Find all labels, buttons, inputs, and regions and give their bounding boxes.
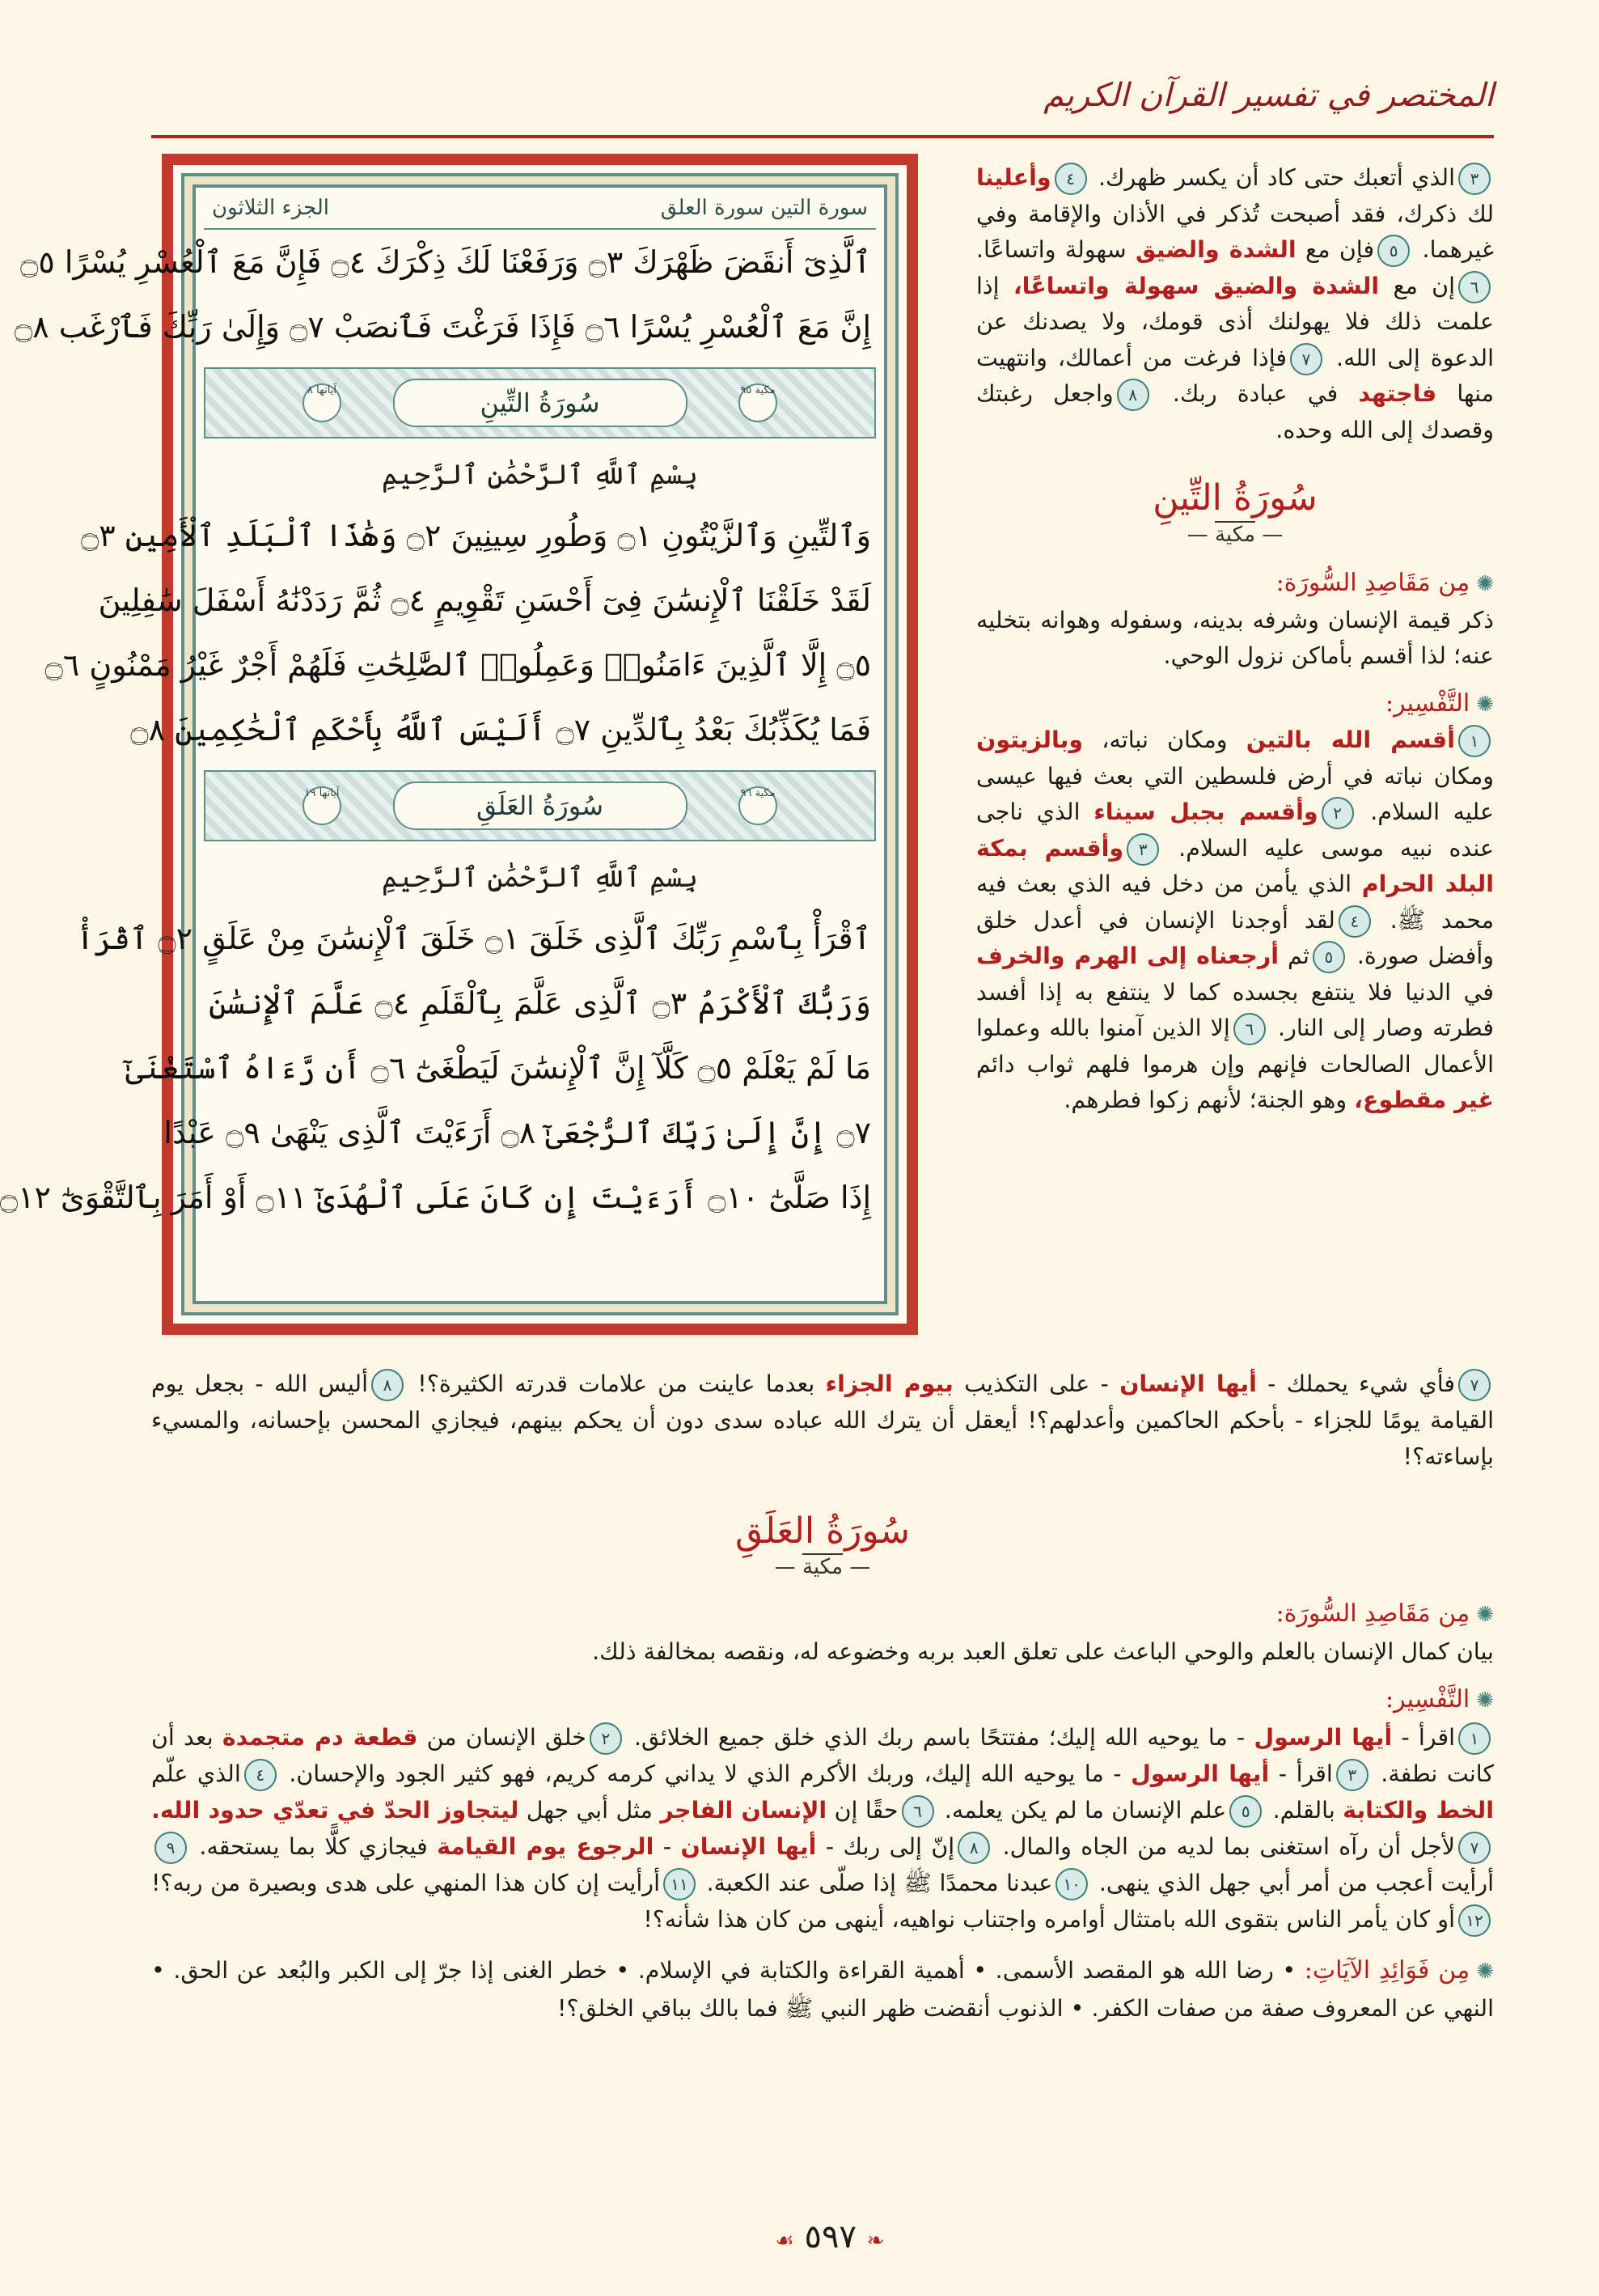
tafsir-paragraph — [151, 1719, 1494, 1938]
verse-number-badge: ٢ — [1322, 797, 1354, 829]
surah-banner-tin — [204, 367, 876, 438]
mushaf-header — [204, 188, 876, 230]
tafsir-text: فيجازي كلًّا بما يستحقه. — [199, 1833, 428, 1860]
fawaid-text: • رضا الله هو المقصد الأسمى. • أهمية القراءة والكتابة في الإسلام. • خطر الغنى إذا جرّ إلى الكبر والبُعد عن الحق. • النهي عن المعروف صفة من صفات الكفر. • الذنوب أنقضت ظهر النبي ﷺ فما بالك بباقي الخلق؟! — [151, 1957, 1494, 2022]
star-bullet-icon: ✺ — [1476, 572, 1494, 596]
tafsir-text: إذا علمت ذلك فلا يهولنك أذى قومك، ولا يصدنك عن الدعوة إلى الله. — [976, 272, 1494, 371]
verse-number-badge: ٤ — [1339, 905, 1371, 938]
tafsir-text: إنّ إلى ربك - — [825, 1833, 955, 1860]
maqasid-text: ذكر قيمة الإنسان وشرفه بدينه، وسفوله وهوانه بتخليه عنه؛ لذا أقسم بأماكن نزول الوحي. — [976, 606, 1494, 669]
surah-medal: مكية ٩٦ — [738, 786, 777, 825]
tafsir-paragraph — [976, 722, 1494, 1119]
maqasid-block — [976, 566, 1494, 675]
tafsir-text: الذي علّم — [151, 1760, 241, 1787]
surah-title-alaq: سُورَةُ العَلَقِ — [393, 782, 687, 830]
verse-number-badge: ١ — [1458, 1722, 1491, 1755]
tafsir-text: - — [662, 1833, 672, 1860]
tafsir-text: الذي ناجى عنده نبيه موسى عليه السلام. — [976, 799, 1494, 862]
tafsir-label: التَّفْسِير: — [1385, 1685, 1470, 1714]
tafsir-text: في الدنيا فلا ينتفع بجسده كما لا ينتفع به إذا أفسد فطرته وصار إلى النار. — [976, 978, 1495, 1041]
basmala: بِسْمِ ٱللَّهِ ٱلرَّحْمَٰنِ ٱلرَّحِيمِ — [381, 862, 699, 894]
tafsir-text: إن مع — [1393, 272, 1455, 299]
quran-line: ٱلَّذِىٓ أَنقَضَ ظَهْرَكَ ۝٣ وَرَفَعْنَا لَكَ ذِكْرَكَ ۝٤ فَإِنَّ مَعَ ٱلْعُسْرِ يُسْرًا ۝٥ — [20, 244, 871, 280]
tafsir-text: في عبادة ربك. — [1172, 380, 1339, 407]
quran-line: ۝٥ إِلَّا ٱلَّذِينَ ءَامَنُوا۟ وَعَمِلُوا۟ ٱلصَّٰلِحَٰتِ فَلَهُمْ أَجْرٌ غَيْرُ مَمْنُونٍ ۝٦ — [44, 647, 871, 683]
tafsir-text: عبدنا محمدًا ﷺ إذا صلّى عند الكعبة. — [706, 1870, 1053, 1896]
verse-number-badge: ١٢ — [1458, 1904, 1491, 1937]
surah-heading-tin: سُورَةُ التِّينِ — [1153, 477, 1318, 519]
quran-line: إِذَا صَلَّىٰٓ ۝١٠ أَرَءَيْتَ إِن كَانَ عَلَى ٱلْهُدَىٰٓ ۝١١ أَوْ أَمَرَ بِٱلتَّقْوَىٰٓ ۝١٢ — [0, 1180, 871, 1215]
highlight-text: الخط والكتابة — [1343, 1797, 1494, 1824]
tafsir-text: أرأيت إن كان هذا المنهي على هدى وبصيرة من ربه؟! — [151, 1870, 660, 1896]
tafsir-text: لك ذكرك، فقد أصبحت تُذكر في الأذان والإقامة وفي غيرهما. — [976, 200, 1494, 263]
tafsir-text: اقرأ - — [1278, 1760, 1333, 1787]
quran-line: مَا لَمْ يَعْلَمْ ۝٥ كَلَّآ إِنَّ ٱلْإِنسَٰنَ لَيَطْغَىٰٓ ۝٦ أَن رَّءَاهُ ٱسْتَغْنَىٰٓ — [125, 1050, 871, 1086]
mushaf-frame — [0, 154, 918, 1335]
surah-heading-alaq: سُورَةُ العَلَقِ — [734, 1510, 910, 1552]
tafsir-column — [976, 160, 1494, 1119]
tafsir-text: - على التكذيب — [964, 1370, 1109, 1397]
page-number-text: ٥٩٧ — [804, 2218, 857, 2256]
highlight-text: الشدة والضيق سهولة واتساعًا، — [1013, 272, 1380, 299]
makki-text: مكية — [802, 1555, 844, 1579]
tafsir-text: الذي أتعبك حتى كاد أن يكسر ظهرك. — [1098, 164, 1456, 191]
verse-number-badge: ٥ — [1377, 235, 1410, 267]
highlight-text: الشدة والضيق — [1136, 236, 1297, 263]
maqasid-text: بيان كمال الإنسان بالعلم والوحي الباعث على تعلق العبد بربه وخضوعه له، ونقصه بمخالفة ذلك. — [592, 1638, 1494, 1665]
highlight-text: بيوم الجزاء — [825, 1370, 954, 1397]
fawaid-block — [151, 1952, 1494, 2027]
tafsir-text: فإذا فرغت من أعمالك، وانتهيت منها — [976, 344, 1495, 407]
verse-number-badge: ٥ — [1313, 941, 1345, 973]
highlight-text: أقسم الله بالتين — [1246, 727, 1455, 753]
verse-number-badge: ٦ — [1458, 271, 1491, 303]
verse-number-badge: ١٠ — [1055, 1868, 1088, 1900]
tafsir-text: حقًا إن — [834, 1797, 899, 1824]
verse-number-badge: ٣ — [1458, 163, 1491, 195]
highlight-text: وبالزيتون — [976, 727, 1084, 753]
verse-number-badge: ١ — [1458, 725, 1491, 757]
surah-banner-alaq — [204, 770, 876, 841]
makki-label: — مكية — — [774, 1555, 871, 1579]
highlight-text: وأقسم بجبل سيناء — [1093, 799, 1318, 825]
verse-number-badge: ٣ — [1336, 1759, 1368, 1791]
makki-text: مكية — [1214, 522, 1256, 547]
tafsir-block — [976, 686, 1494, 1119]
tafsir-text: إلا الذين آمنوا بالله وعملوا الأعمال الصالحات فإنهم وإن هرموا فلهم ثواب دائم — [976, 1015, 1494, 1078]
page-header — [151, 77, 1494, 133]
verse-number-badge: ٦ — [1233, 1013, 1266, 1045]
highlight-text: قطعة دم متجمدة — [222, 1724, 418, 1751]
tafsir-text: بالقلم. — [1272, 1797, 1335, 1824]
verse-number-badge: ٦ — [902, 1795, 934, 1828]
highlight-text: أرجعناه إلى الهرم والخرف — [976, 943, 1280, 969]
tafsir-text: بعدما عاينت من علامات قدرته الكثيرة؟! — [417, 1370, 815, 1397]
tafsir-text: ومكان نباته في أرض فلسطين التي بعث فيها عيسى عليه السلام. — [976, 762, 1494, 825]
highlight-text: وأقسم بمكة البلد الحرام — [976, 834, 1494, 897]
tafsir-text: علم الإنسان ما لم يكن يعلمه. — [944, 1797, 1227, 1824]
tafsir-label: التَّفْسِير: — [1385, 688, 1470, 718]
tafsir-text: أليس الله - بجعل يوم القيامة يومًا للجزاء - بأحكم الحاكمين وأعدلهم؟! أيعقل أن يترك الله عباده سدى دون أن يحكم بينهم، فيجازي المحسن بإحسانه، والمسيء بإساءته؟! — [151, 1370, 1494, 1470]
fawaid-label: مِن فَوَائِدِ الآيَاتِ: — [1304, 1956, 1470, 1985]
verse-number-badge: ٧ — [1290, 343, 1322, 375]
tafsir-text: مثل أبي جهل — [526, 1797, 653, 1824]
page-number — [776, 2218, 885, 2256]
surah-title-tin: سُورَةُ التِّينِ — [393, 379, 687, 427]
quran-line: لَقَدْ خَلَقْنَا ٱلْإِنسَٰنَ فِىٓ أَحْسَنِ تَقْوِيمٍ ۝٤ ثُمَّ رَدَدْنَٰهُ أَسْفَلَ سَٰفِلِينَ — [98, 582, 871, 618]
tafsir-text: الذي يأمن من دخل فيه الذي بعث فيه محمد ﷺ. — [976, 871, 1495, 934]
makki-label: — مكية — — [1187, 522, 1284, 547]
tafsir-text: بعد أن كانت نطفة. — [151, 1724, 1495, 1787]
verse-number-badge: ٥ — [1229, 1795, 1262, 1828]
verse-number-badge: ٣ — [1127, 833, 1159, 866]
verse-number-badge: ٤ — [244, 1759, 277, 1791]
star-bullet-icon: ✺ — [1476, 1688, 1494, 1713]
ornament-icon: ☙ — [775, 2229, 794, 2253]
maqasid-label: مِن مَقَاصِدِ السُّورَة: — [1275, 1599, 1470, 1628]
highlight-text: ليتجاوز الحدّ في تعدّي حدود الله. — [151, 1797, 519, 1824]
highlight-text: الرجوع يوم القيامة — [437, 1833, 654, 1860]
tafsir-text: فإن مع — [1305, 236, 1375, 263]
verse-number-badge: ٧ — [1458, 1832, 1491, 1864]
basmala: بِسْمِ ٱللَّهِ ٱلرَّحْمَٰنِ ٱلرَّحِيمِ — [381, 459, 699, 491]
tafsir-text: لقد أوجدنا الإنسان في أعدل خلق وأفضل صورة. — [976, 906, 1495, 969]
tafsir-text: أو كان يأمر الناس بتقوى الله بامتثال أوامره واجتناب نواهيه، أينهى من كان هذا شأنه؟! — [643, 1906, 1455, 1933]
highlight-text: أيها الرسول — [1254, 1724, 1393, 1751]
quran-line: ۝٧ إِنَّ إِلَىٰ رَبِّكَ ٱلرُّجْعَىٰٓ ۝٨ أَرَءَيْتَ ٱلَّذِى يَنْهَىٰ ۝٩ عَبْدًا — [163, 1115, 871, 1150]
verse-number-badge: ٨ — [1117, 379, 1149, 411]
verse-number-badge: ٧ — [1458, 1369, 1491, 1401]
tafsir-block — [151, 1681, 1494, 1938]
verse-number-badge: ٨ — [958, 1832, 990, 1864]
tafsir-text: أرأيت أعجب من أمر أبي جهل الذي ينهى. — [1098, 1870, 1495, 1896]
verse-number-badge: ١١ — [663, 1868, 696, 1900]
star-bullet-icon: ✺ — [1476, 1959, 1494, 1984]
verse-number-badge: ٢ — [590, 1722, 622, 1755]
tafsir-text: واجعل رغبتك وقصدك إلى الله وحده. — [976, 380, 1494, 443]
surah-medal: آياتها ١٩ — [302, 786, 341, 825]
highlight-text: فاجتهد — [1358, 380, 1437, 407]
highlight-text: غير مقطوع، — [1354, 1087, 1494, 1113]
book-title: المختصر في تفسير القرآن الكريم — [1043, 77, 1494, 114]
tafsir-text: وهو الجنة؛ لأنهم زكوا فطرهم. — [1064, 1087, 1347, 1113]
highlight-text: وأعلينا — [976, 164, 1051, 191]
maqasid-block — [151, 1595, 1494, 1670]
quran-line: وَٱلتِّينِ وَٱلزَّيْتُونِ ۝١ وَطُورِ سِينِينَ ۝٢ وَهَٰذَا ٱلْبَلَدِ ٱلْأَمِينِ ۝٣ — [80, 518, 871, 553]
quran-line: فَمَا يُكَذِّبُكَ بَعْدُ بِٱلدِّينِ ۝٧ أَلَيْسَ ٱللَّهُ بِأَحْكَمِ ٱلْحَٰكِمِينَ ۝٨ — [130, 712, 871, 748]
ornament-icon: ❧ — [866, 2229, 885, 2253]
maqasid-label: مِن مَقَاصِدِ السُّورَة: — [1275, 569, 1470, 597]
surah-medal: مكية ٩٥ — [738, 383, 777, 422]
highlight-text: الإنسان الفاجر — [660, 1797, 827, 1824]
surah-medal: آياتها ٨ — [302, 383, 341, 422]
quran-line: إِنَّ مَعَ ٱلْعُسْرِ يُسْرًا ۝٦ فَإِذَا فَرَغْتَ فَٱنصَبْ ۝٧ وَإِلَىٰ رَبِّكَ فَٱرْغَب ۝٨ — [14, 309, 871, 345]
highlight-text: أيها الإنسان — [1119, 1370, 1257, 1397]
star-bullet-icon: ✺ — [1476, 692, 1494, 717]
tafsir-paragraph — [976, 160, 1494, 448]
tafsir-text: اقرأ - — [1401, 1724, 1456, 1751]
quran-line: وَرَبُّكَ ٱلْأَكْرَمُ ۝٣ ٱلَّذِى عَلَّمَ بِٱلْقَلَمِ ۝٤ عَلَّمَ ٱلْإِنسَٰنَ — [209, 985, 871, 1021]
mushaf-page — [0, 188, 876, 1293]
verse-number-badge: ٤ — [1055, 163, 1087, 195]
tafsir-text: فأي شيء يحملك - — [1267, 1370, 1456, 1397]
verse-number-badge: ٨ — [371, 1369, 404, 1401]
tafsir-text: ثم — [1287, 943, 1309, 969]
mushaf-juz: الجزء الثلاثون — [212, 196, 330, 220]
star-bullet-icon: ✺ — [1476, 1603, 1494, 1627]
highlight-text: أيها الرسول — [1131, 1760, 1270, 1787]
tafsir-text: لأجل أن رآه استغنى بما لديه من الجاه والمال. — [1002, 1833, 1455, 1860]
highlight-text: أيها الإنسان — [680, 1833, 817, 1860]
tafsir-continuation — [151, 1366, 1494, 1475]
quran-line: ٱقْرَأْ بِٱسْمِ رَبِّكَ ٱلَّذِى خَلَقَ ۝١ خَلَقَ ٱلْإِنسَٰنَ مِنْ عَلَقٍ ۝٢ ٱقْرَأْ — [76, 921, 871, 956]
tafsir-text: - ما يوحيه الله إليك؛ مفتتحًا باسم ربك الذي خلق جميع الخلائق. — [634, 1724, 1246, 1751]
tafsir-text: ومكان نباته، — [1102, 727, 1228, 753]
header-rule — [151, 135, 1494, 138]
tafsir-text: خلق الإنسان من — [426, 1724, 586, 1751]
verse-number-badge: ٩ — [154, 1832, 187, 1864]
mushaf-surah-names: سورة التين سورة العلق — [660, 196, 868, 220]
tafsir-text: سهولة واتساعًا. — [976, 236, 1127, 263]
alaq-section — [151, 1510, 1495, 2027]
tafsir-text: - ما يوحيه الله إليك، وربك الأكرم الذي لا يداني كرمه كريم، فهو كثير الجود والإحسان. — [289, 1760, 1122, 1787]
